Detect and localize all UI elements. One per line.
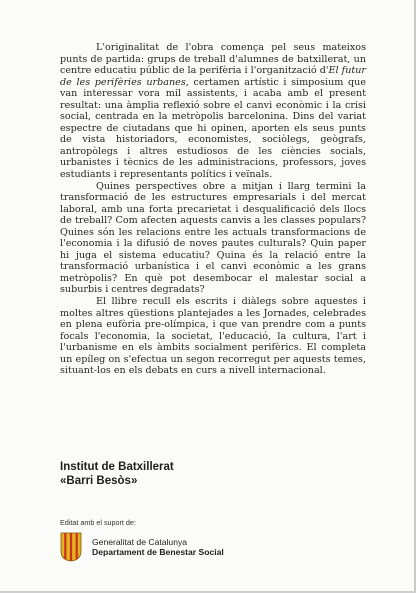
support-label: Editat amb el suport de:	[60, 518, 136, 527]
blurb-text	[60, 42, 366, 377]
sponsor-block	[60, 532, 224, 562]
institution-line-2: «Barri Besòs»	[60, 475, 138, 487]
event-title: El futur de les perifèries urbanes	[60, 65, 366, 88]
sponsor-dept: Departament de Benestar Social	[92, 547, 224, 557]
paragraph-3: El llibre recull els escrits i diàlegs sobre aquestes i moltes altres qüestions plantejades a les Jornades, celebrades en plena eufòria pre-olímpica, i que van prendre com a punts focals l'economia, la societat, l'educació, la cultura, l'art i l'urbanisme en els àmbits socialment perifèrics. El completa un epíleg on s'efectua un segon recorregut per aquests temes, situant-los en els debats en curs a nivell internacional.	[60, 296, 366, 377]
sponsor-org: Generalitat de Catalunya	[92, 536, 188, 547]
institution-name	[60, 460, 174, 488]
institution-line-1: Institut de Batxillerat	[60, 461, 174, 473]
paragraph-2: Quines perspectives obre a mitjan i llarg termini la transformació de les estructures empresarials i del mercat laboral, amb una forta precarietat i desqualificació dels llocs de treball? Com afecten aquests canvis a les classes populars? Quines són les relacions entre les actuals transformacions de l'economia i la difusió de noves pautes culturals? Quin paper hi juga el sistema educatiu? Quina és la relació entre la transformació urbanística i el canvi econòmic a les grans metròpolis? En què pot desembocar el malestar social a suburbis i centres degradats?	[60, 180, 366, 296]
sponsor-text	[92, 537, 224, 558]
generalitat-seal-icon	[60, 532, 82, 562]
paragraph-1: L'originalitat de l'obra comença pel seus mateixos punts de partida: grups de treball d'alumnes de batxillerat, un centre educatiu públic de la perifèria i l'organització d'El futur de les perifèries urbanes, certamen artístic i simposium que van interessar vora mil assistents, i acaba amb el present resultat: una àmplia reflexió sobre el canvi econòmic i la crisi social, centrada en la metròpolis barcelonina. Dins del variat espectre de ciutadans que hi opinen, aporten els seus punts de vista historiadors, economistes, sociòlegs, geògrafs, antropòlegs i altres estudiosos de les ciències socials, urbanistes i tècnics de les administracions, professors, joves estudiants i representants polítics i veïnals.	[60, 42, 366, 181]
